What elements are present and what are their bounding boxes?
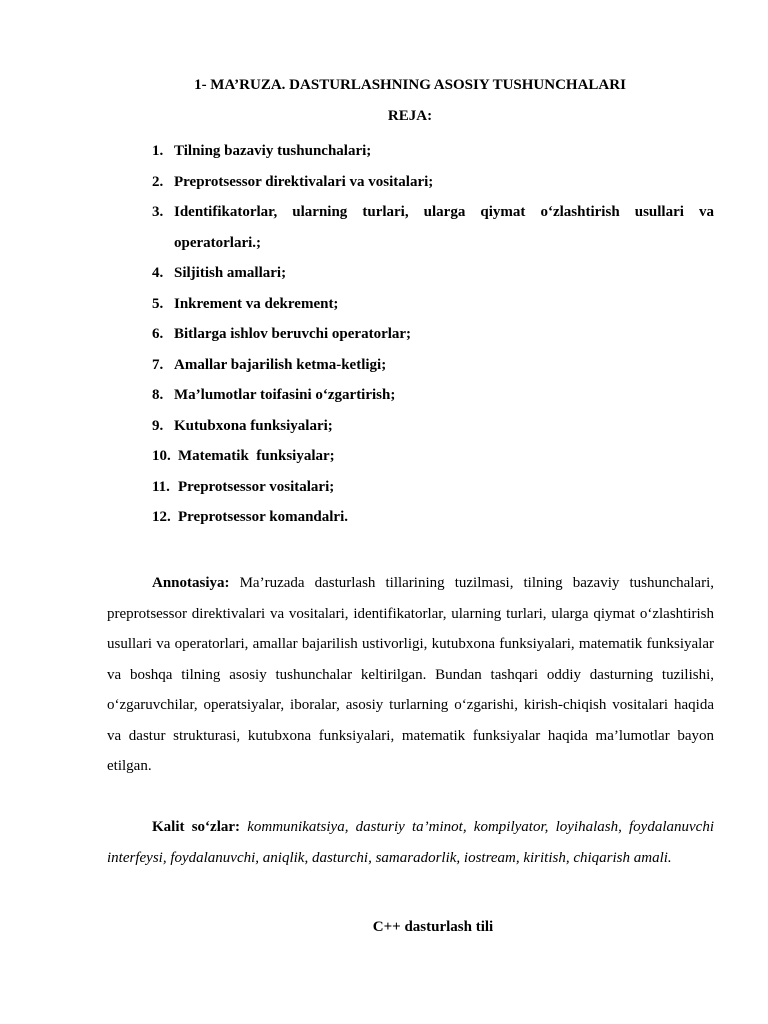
plan-item-text: Amallar bajarilish ketma-ketligi; xyxy=(174,356,387,373)
plan-item xyxy=(152,411,714,442)
plan-item xyxy=(152,502,714,533)
keywords-label: Kalit so‘zlar: xyxy=(152,819,241,835)
plan-item-text: Matematik funksiyalar; xyxy=(178,448,335,464)
plan-item xyxy=(152,289,714,320)
plan-list xyxy=(152,136,714,533)
plan-item-number: 7. xyxy=(152,356,164,373)
plan-item-number: 2. xyxy=(152,173,164,190)
plan-item xyxy=(152,319,714,350)
plan-item xyxy=(152,197,714,258)
plan-item xyxy=(152,441,714,472)
plan-item xyxy=(152,167,714,198)
keywords-text: kommunikatsiya, dasturiy ta’minot, kompilyator, loyihalash, foydalanuvchi interfeysi, foydalanuvchi, aniqlik, dasturchi, samaradorlik, iostream, kiritish, chiqarish amali. xyxy=(107,819,714,866)
plan-label: REJA: xyxy=(387,108,433,124)
plan-item-number: 6. xyxy=(152,326,164,342)
plan-item-text: Preprotsessor direktivalari va vositalari; xyxy=(174,173,434,190)
plan-item-number: 9. xyxy=(152,417,164,434)
annotation-label: Annotasiya: xyxy=(152,575,230,591)
annotation-text: Ma’ruzada dasturlash tillarining tuzilmasi, tilning bazaviy tushunchalari, preprotsessor direktivalari va vositalari, identifikatorlar, ularning turlari, ularga qiymat o‘zlashtirish usullari va operatorlari, amallar bajarilish ustivorligi, kutubxona funksiyalari, matematik funksiyalar va boshqa tilning asosiy tushunchalar keltirilgan. Bundan tashqari oddiy dasturning tuzilishi, o‘zgaruvchilar, operatsiyalar, iboralar, asosiy turlarning o‘zgarishi, kirish-chiqish vositalari haqida va dastur strukturasi, kutubxona funksiyalari, matematik funksiyalar haqida ma’lumotlar bayon etilgan. xyxy=(107,575,714,774)
plan-item xyxy=(152,136,714,167)
plan-item xyxy=(152,472,714,503)
plan-item-number: 12. xyxy=(152,509,171,525)
plan-item-text: Ma’lumotlar toifasini o‘zgartirish; xyxy=(174,387,396,403)
plan-item-text: Preprotsessor komandalri. xyxy=(178,509,349,525)
plan-item xyxy=(152,380,714,411)
plan-item-text: Identifikatorlar, ularning turlari, ularga qiymat o‘zlashtirish usullari va operatorlari.; xyxy=(174,204,714,251)
plan-item-text: Kutubxona funksiyalari; xyxy=(174,417,333,434)
section-heading: C++ dasturlash tili xyxy=(372,919,494,935)
plan-item-text: Siljitish amallari; xyxy=(174,265,287,281)
annotation-paragraph xyxy=(107,568,714,782)
plan-item xyxy=(152,258,714,289)
plan-item-text: Inkrement va dekrement; xyxy=(174,295,339,312)
plan-item-number: 4. xyxy=(152,265,164,281)
lecture-title: 1- MA’RUZA. DASTURLASHNING ASOSIY TUSHUNCHALARI xyxy=(194,77,626,93)
plan-item-number: 3. xyxy=(152,204,164,220)
plan-item-number: 8. xyxy=(152,387,164,403)
plan-item-text: Tilning bazaviy tushunchalari; xyxy=(174,143,372,159)
keywords-paragraph xyxy=(107,812,714,873)
plan-item xyxy=(152,350,714,381)
plan-item-text: Preprotsessor vositalari; xyxy=(178,478,335,495)
plan-item-number: 1. xyxy=(152,143,164,159)
plan-item-text: Bitlarga ishlov beruvchi operatorlar; xyxy=(174,326,412,342)
plan-item-number: 10. xyxy=(152,448,171,464)
plan-item-number: 11. xyxy=(152,478,170,495)
plan-item-number: 5. xyxy=(152,295,164,312)
